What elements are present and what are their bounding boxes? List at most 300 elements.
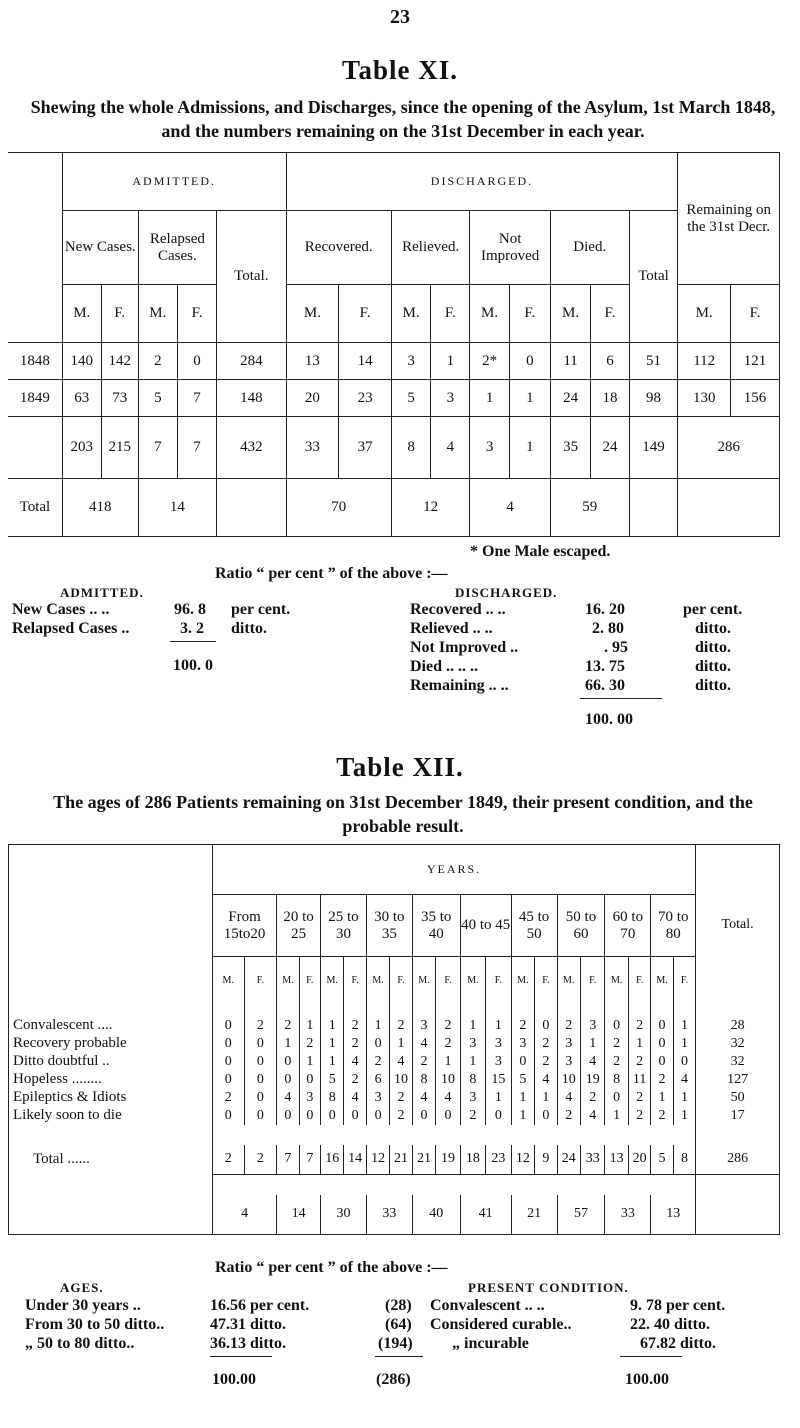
condition-count: (194): [378, 1335, 413, 1352]
cell: 4: [277, 1089, 299, 1107]
f-header: F.: [731, 285, 780, 343]
row-label: Ditto doubtful ..: [9, 1053, 213, 1071]
cell: 1: [673, 1107, 695, 1125]
condition-total: 100.00: [625, 1371, 669, 1388]
cell: 2: [628, 1089, 650, 1107]
cell: 1: [366, 1005, 389, 1035]
cell: 2: [651, 1107, 673, 1125]
cell: 3: [470, 417, 509, 479]
cell: 6: [591, 343, 629, 380]
cell: 2: [605, 1053, 628, 1071]
condition-count: (28): [385, 1297, 412, 1314]
table-xii-title: Table XII.: [336, 752, 464, 782]
cell: 2: [535, 1053, 557, 1071]
row-total: 32: [696, 1035, 780, 1053]
m-header: M.: [511, 957, 534, 1005]
cell: 2: [511, 1005, 534, 1035]
cell: 1: [460, 1005, 485, 1035]
cell: 5: [391, 380, 430, 417]
cell: 18: [591, 380, 629, 417]
cell: 1: [486, 1089, 511, 1107]
cell: 3: [557, 1053, 580, 1071]
cell: 2: [299, 1035, 320, 1053]
cell: 10: [557, 1071, 580, 1089]
cell: 0: [244, 1107, 277, 1125]
row-label: 1848: [8, 343, 62, 380]
admitted-header: ADMITTED.: [62, 153, 286, 211]
cell: 0: [277, 1107, 299, 1125]
cell: 12: [366, 1145, 389, 1175]
ratio-value: 16. 20: [585, 601, 625, 618]
cell: 3: [486, 1053, 511, 1071]
cell: 1: [580, 1035, 604, 1053]
condition-count: (64): [385, 1316, 412, 1333]
cell: 0: [673, 1053, 695, 1071]
age-group: 40 to 45: [460, 895, 511, 957]
f-header: F.: [299, 957, 320, 1005]
cell: 3: [431, 380, 470, 417]
relieved-header: Relieved.: [391, 211, 470, 285]
cell: 14: [138, 479, 216, 537]
cell: 1: [321, 1053, 344, 1071]
cell: 130: [678, 380, 731, 417]
cell: 203: [62, 417, 101, 479]
f-header: F.: [628, 957, 650, 1005]
cell: 1: [470, 380, 509, 417]
cell: 0: [511, 1053, 534, 1071]
m-header: M.: [391, 285, 430, 343]
cell: 51: [629, 343, 678, 380]
group-totals-row: [9, 1195, 780, 1235]
cell: 156: [731, 380, 780, 417]
cell: 7: [177, 380, 216, 417]
condition-value: 67.82 ditto.: [640, 1335, 716, 1352]
cell: 2: [557, 1107, 580, 1125]
cell: 1: [299, 1005, 320, 1035]
m-header: M.: [138, 285, 177, 343]
f-header: F.: [580, 957, 604, 1005]
group-total: 4: [212, 1195, 276, 1235]
cell: 0: [244, 1071, 277, 1089]
cell: 1: [509, 380, 550, 417]
cell: 1: [321, 1035, 344, 1053]
cell: 18: [460, 1145, 485, 1175]
cell: 98: [629, 380, 678, 417]
not-improved-header: Not Improved: [470, 211, 550, 285]
ratio-label: Died .. .. ..: [410, 658, 478, 675]
admitted-ratio-head: ADMITTED.: [60, 585, 144, 600]
row-label: Convalescent ....: [9, 1005, 213, 1035]
table-row: [9, 1005, 780, 1035]
cell: 148: [217, 380, 287, 417]
ratio-value: 66. 30: [585, 677, 625, 694]
row-label: Likely soon to die: [9, 1107, 213, 1125]
age-ratio-value: 16.56 per cent.: [210, 1297, 310, 1314]
cell: 33: [580, 1145, 604, 1175]
condition-head: PRESENT CONDITION.: [468, 1280, 629, 1295]
cell: 2: [436, 1035, 460, 1053]
cell: 2*: [470, 343, 509, 380]
cell: 37: [339, 417, 392, 479]
cell: 2: [390, 1089, 412, 1107]
ratio-value: 2. 80: [592, 620, 624, 637]
cell: 1: [605, 1107, 628, 1125]
cell: 3: [366, 1089, 389, 1107]
cell: 10: [390, 1071, 412, 1089]
cell: 1: [486, 1005, 511, 1035]
cell: 2: [436, 1005, 460, 1035]
cell: 418: [62, 479, 138, 537]
cell: 112: [678, 343, 731, 380]
discharged-header: DISCHARGED.: [286, 153, 678, 211]
total-row: [9, 1145, 780, 1175]
age-group: 45 to 50: [511, 895, 557, 957]
cell: 14: [344, 1145, 366, 1175]
new-cases-header: New Cases.: [62, 211, 138, 285]
cell: 0: [366, 1035, 389, 1053]
f-header: F.: [673, 957, 695, 1005]
cell: 2: [460, 1107, 485, 1125]
cell: 4: [580, 1107, 604, 1125]
cell: 0: [244, 1089, 277, 1107]
cell: 8: [412, 1071, 435, 1089]
ratio-unit: per cent.: [683, 601, 743, 618]
cell: 8: [605, 1071, 628, 1089]
row-total: 50: [696, 1089, 780, 1107]
cell: 19: [436, 1145, 460, 1175]
cell: 24: [591, 417, 629, 479]
total-row: [8, 479, 780, 537]
table-row: [8, 343, 780, 380]
cell: 149: [629, 417, 678, 479]
ratio-unit: ditto.: [695, 639, 731, 656]
ratio-heading: Ratio “ per cent ” of the above :—: [215, 1259, 448, 1276]
group-total: 33: [366, 1195, 412, 1235]
cell: 0: [651, 1035, 673, 1053]
cell: 2: [390, 1107, 412, 1125]
cell: 70: [286, 479, 391, 537]
ratio-label: Recovered .. ..: [410, 601, 506, 618]
cell: 0: [212, 1035, 244, 1053]
cell: 8: [673, 1145, 695, 1175]
grand-total: 286: [696, 1145, 780, 1175]
cell: 4: [535, 1071, 557, 1089]
cell: 1: [321, 1005, 344, 1035]
cell: 4: [344, 1089, 366, 1107]
cell: 0: [212, 1053, 244, 1071]
table-row: [9, 1107, 780, 1125]
cell: 24: [557, 1145, 580, 1175]
cell: 0: [651, 1005, 673, 1035]
row-label: 1849: [8, 380, 62, 417]
ages-head: AGES.: [60, 1280, 104, 1295]
age-ratio-total: 100.00: [212, 1371, 256, 1388]
ratio-value: . 95: [604, 639, 628, 656]
cell: 4: [436, 1089, 460, 1107]
cell: 1: [431, 343, 470, 380]
ratio-value: 13. 75: [585, 658, 625, 675]
cell: 0: [177, 343, 216, 380]
cell: 3: [460, 1035, 485, 1053]
group-total: 14: [277, 1195, 321, 1235]
cell: 4: [344, 1053, 366, 1071]
cell: 284: [217, 343, 287, 380]
cell: 5: [321, 1071, 344, 1089]
m-header: M.: [366, 957, 389, 1005]
cell: 1: [511, 1107, 534, 1125]
cell: 16: [321, 1145, 344, 1175]
condition-count-total: (286): [376, 1371, 411, 1388]
cell: 59: [550, 479, 629, 537]
f-header: F.: [436, 957, 460, 1005]
cell: 2: [138, 343, 177, 380]
cell: 2: [344, 1005, 366, 1035]
cell: 0: [299, 1107, 320, 1125]
cell: 1: [673, 1005, 695, 1035]
f-header: F.: [339, 285, 392, 343]
cell: 24: [550, 380, 590, 417]
cell: 63: [62, 380, 101, 417]
cell: 14: [339, 343, 392, 380]
condition-value: 22. 40 ditto.: [630, 1316, 710, 1333]
f-header: F.: [244, 957, 277, 1005]
table-row: [9, 1071, 780, 1089]
cell: 3: [412, 1005, 435, 1035]
ratio-xii: [0, 1258, 800, 1418]
cell: 13: [605, 1145, 628, 1175]
cell: 1: [460, 1053, 485, 1071]
m-header: M.: [470, 285, 509, 343]
cell: 1: [390, 1035, 412, 1053]
relapsed-cases-header: Relapsed Cases.: [138, 211, 216, 285]
page-number: 23: [390, 6, 410, 28]
cell: 8: [460, 1071, 485, 1089]
age-ratio-label: From 30 to 50 ditto..: [25, 1316, 165, 1333]
ratio-label: Remaining .. ..: [410, 677, 509, 694]
cell: 3: [580, 1005, 604, 1035]
m-header: M.: [651, 957, 673, 1005]
cell: 35: [550, 417, 590, 479]
admitted-total-header: Total.: [217, 211, 287, 343]
cell: 1: [673, 1089, 695, 1107]
cell: 3: [299, 1089, 320, 1107]
cell: 1: [628, 1035, 650, 1053]
f-header: F.: [101, 285, 138, 343]
cell: 5: [651, 1145, 673, 1175]
cell: 2: [605, 1035, 628, 1053]
cell: 3: [511, 1035, 534, 1053]
cell: 4: [412, 1089, 435, 1107]
age-group: 70 to 80: [651, 895, 696, 957]
m-header: M.: [62, 285, 101, 343]
cell: 73: [101, 380, 138, 417]
f-header: F.: [509, 285, 550, 343]
cell: 2: [580, 1089, 604, 1107]
cell: 2: [628, 1053, 650, 1071]
m-header: M.: [460, 957, 485, 1005]
cell: 0: [212, 1107, 244, 1125]
cell: 0: [321, 1107, 344, 1125]
cell: 20: [628, 1145, 650, 1175]
cell: 4: [412, 1035, 435, 1053]
cell: 1: [299, 1053, 320, 1071]
cell: 3: [557, 1035, 580, 1053]
cell: 23: [486, 1145, 511, 1175]
m-header: M.: [277, 957, 299, 1005]
cell: 0: [212, 1005, 244, 1035]
cell: 0: [535, 1005, 557, 1035]
age-group: 25 to 30: [321, 895, 367, 957]
cell: 0: [412, 1107, 435, 1125]
age-group: 50 to 60: [557, 895, 605, 957]
cell: 11: [550, 343, 590, 380]
cell: 0: [605, 1005, 628, 1035]
cell: 20: [286, 380, 339, 417]
group-total: 57: [557, 1195, 605, 1235]
row-total: 28: [696, 1005, 780, 1035]
group-total: 13: [651, 1195, 696, 1235]
cell: 2: [244, 1145, 277, 1175]
condition-label: Considered curable..: [430, 1316, 572, 1333]
cell: 2: [344, 1071, 366, 1089]
row-total: 127: [696, 1071, 780, 1089]
cell: 1: [535, 1089, 557, 1107]
total-label: Total ......: [9, 1145, 213, 1175]
cell: 2: [628, 1107, 650, 1125]
recovered-header: Recovered.: [286, 211, 391, 285]
age-ratio-label: Under 30 years ..: [25, 1297, 141, 1314]
condition-label: Convalescent .. ..: [430, 1297, 545, 1314]
cell: 33: [286, 417, 339, 479]
cell: 121: [731, 343, 780, 380]
ratio-value: 96. 8: [174, 601, 206, 618]
cell: 3: [486, 1035, 511, 1053]
cell: 11: [628, 1071, 650, 1089]
f-header: F.: [390, 957, 412, 1005]
condition-value: 9. 78 per cent.: [630, 1297, 726, 1314]
cell: 286: [678, 417, 780, 479]
ratio-xi: [0, 540, 800, 760]
m-header: M.: [321, 957, 344, 1005]
age-group: 30 to 35: [366, 895, 412, 957]
cell: 1: [673, 1035, 695, 1053]
cell: 4: [470, 479, 550, 537]
discharged-ratio-head: DISCHARGED.: [455, 585, 558, 600]
ratio-label: Not Improved ..: [410, 639, 519, 656]
cell: 2: [412, 1053, 435, 1071]
cell: 0: [244, 1035, 277, 1053]
cell: 13: [286, 343, 339, 380]
ratio-unit: ditto.: [695, 658, 731, 675]
cell: 7: [138, 417, 177, 479]
cell: 7: [177, 417, 216, 479]
cell: 19: [580, 1071, 604, 1089]
ratio-unit: ditto.: [695, 620, 731, 637]
row-total: 32: [696, 1053, 780, 1071]
cell: 3: [391, 343, 430, 380]
cell: 1: [436, 1053, 460, 1071]
cell: 3: [460, 1089, 485, 1107]
cell: 4: [673, 1071, 695, 1089]
cell: 12: [511, 1145, 534, 1175]
cell: 5: [138, 380, 177, 417]
m-header: M.: [212, 957, 244, 1005]
cell: 0: [244, 1053, 277, 1071]
age-group: 35 to 40: [412, 895, 460, 957]
table-row: [9, 1089, 780, 1107]
ratio-unit: ditto.: [231, 620, 267, 637]
cell: 2: [277, 1005, 299, 1035]
footnote: * One Male escaped.: [470, 543, 611, 560]
cell: 0: [212, 1071, 244, 1089]
m-header: M.: [605, 957, 628, 1005]
cell: 21: [412, 1145, 435, 1175]
group-total: 30: [321, 1195, 367, 1235]
m-header: M.: [286, 285, 339, 343]
table-xii: [8, 844, 780, 1235]
cell: 2: [244, 1005, 277, 1035]
cell: 1: [511, 1089, 534, 1107]
cell: 2: [557, 1005, 580, 1035]
cell: 9: [535, 1145, 557, 1175]
m-header: M.: [550, 285, 590, 343]
cell: 4: [580, 1053, 604, 1071]
remaining-header: Remaining on the 31st Decr.: [678, 153, 780, 285]
years-header: YEARS.: [212, 845, 695, 895]
cell: 0: [436, 1107, 460, 1125]
age-ratio-label: „ 50 to 80 ditto..: [25, 1335, 135, 1352]
m-header: M.: [412, 957, 435, 1005]
cell: 4: [431, 417, 470, 479]
ratio-label: Relieved .. ..: [410, 620, 493, 637]
cell: 0: [605, 1089, 628, 1107]
age-ratio-value: 36.13 ditto.: [210, 1335, 286, 1352]
cell: 2: [212, 1145, 244, 1175]
cell: 8: [321, 1089, 344, 1107]
table-xi-title: Table XI.: [341, 55, 459, 85]
age-group: 60 to 70: [605, 895, 651, 957]
cell: 0: [277, 1071, 299, 1089]
group-total: 41: [460, 1195, 511, 1235]
ratio-total: 100. 0: [173, 657, 213, 674]
ratio-heading: Ratio “ per cent ” of the above :—: [215, 565, 448, 582]
cell: 2: [366, 1053, 389, 1071]
f-header: F.: [177, 285, 216, 343]
cell: 1: [509, 417, 550, 479]
cell: 7: [299, 1145, 320, 1175]
cell: 1: [651, 1089, 673, 1107]
condition-label: „ incurable: [452, 1335, 529, 1352]
cell: 215: [101, 417, 138, 479]
ratio-total: 100. 00: [585, 711, 633, 728]
ratio-label: New Cases .. ..: [12, 601, 110, 618]
cell: 0: [277, 1053, 299, 1071]
ratio-value: 3. 2: [180, 620, 204, 637]
row-total: 17: [696, 1107, 780, 1125]
cell: 6: [366, 1071, 389, 1089]
cell: 432: [217, 417, 287, 479]
table-row: [9, 1035, 780, 1053]
cell: 0: [509, 343, 550, 380]
died-header: Died.: [550, 211, 629, 285]
cell: 15: [486, 1071, 511, 1089]
cell: 0: [366, 1107, 389, 1125]
cell: 0: [651, 1053, 673, 1071]
cell: 5: [511, 1071, 534, 1089]
sum-row: [8, 417, 780, 479]
cell: 4: [557, 1089, 580, 1107]
cell: 0: [535, 1107, 557, 1125]
